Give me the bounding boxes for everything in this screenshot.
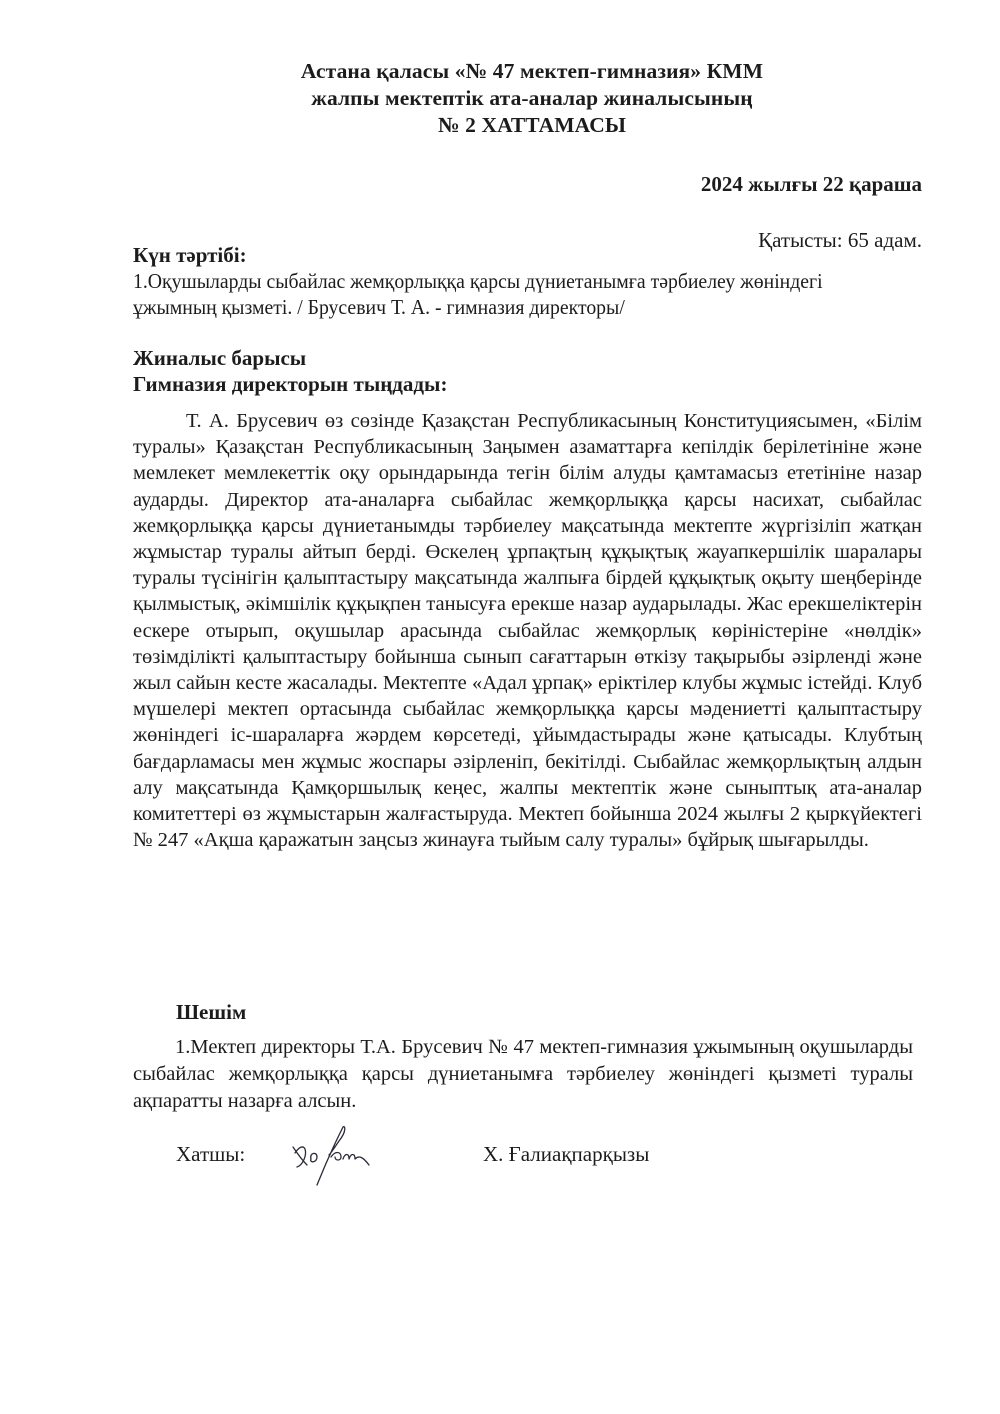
decision-paragraph: 1.Мектеп директоры Т.А. Брусевич № 47 мектеп-гимназия ұжымының оқушыларды сыбайлас жемқорлыққа қарсы дүниетанымға тәрбиелеу жөніндегі қызметі туралы ақпаратты назарға алсын. <box>133 1036 913 1112</box>
listened-heading: Гимназия директорын тыңдады: <box>133 372 448 396</box>
decision-heading: Шешім <box>176 1000 247 1024</box>
proceedings-heading: Жиналыс барысы <box>133 346 307 370</box>
attendance-count: Қатысты: 65 адам. <box>758 228 922 252</box>
proceedings-headings <box>133 345 447 397</box>
proceedings-paragraph: Т. А. Брусевич өз сөзінде Қазақстан Республикасының Конституциясымен, «Білім туралы» Қазақстан Республикасының Заңымен азаматтарға кепілдік берілетініне және мемлекет мемлекеттік оқу орындарында тегін білім алуды қамтамасыз ететініне назар аударды. Директор ата-аналарға сыбайлас жемқорлыққа қарсы насихат, сыбайлас жемқорлыққа қарсы дүниетанымды тәрбиелеу мақсатында мектепте жүргізіліп жатқан жұмыстар туралы айтып берді. Өскелең ұрпақтың құқықтық жауапкершілік шаралары туралы түсінігін қалыптастыру мақсатында жалпыға бірдей құқықтық оқыту шеңберінде қылмыстық, әкімшілік құқықпен танысуға ерекше назар аударылады. Жас ерекшеліктерін ескере отырып, оқушылар арасында сыбайлас жемқорлық көріністеріне «нөлдік» төзімділікті қалыптастыру бойынша сынып сағаттарын өткізу тақырыбы әзірленді және жыл сайын кесте жасалады. Мектепте «Адал ұрпақ» еріктілер клубы жұмыс істейді. Клуб мүшелері мектеп ортасында сыбайлас жемқорлыққа қарсы мәдениетті қалыптастыру жөніндегі іс-шараларға жәрдем көрсетеді, ұйымдастырады және қатысады. Клубтың бағдарламасы мен жұмыс жоспары әзірленіп, бекітілді. Сыбайлас жемқорлықтың алдын алу мақсатында Қамқоршылық кеңес, жалпы мектептік және сыныптық ата-аналар комитеттері өз жұмыстарын жалғастыруда. Мектеп бойынша 2024 жылғы 2 қыркүйектегі № 247 «Ақша қаражатын заңсыз жинауға тыйым салу туралы» бұйрық шығарылды. <box>133 410 922 852</box>
document-title <box>0 58 1000 139</box>
agenda-item: 1.Оқушыларды сыбайлас жемқорлыққа қарсы дүниетанымға тәрбиелеу жөніндегі ұжымның қызметі. / Брусевич Т. А. - гимназия директоры/ <box>133 269 823 319</box>
secretary-label: Хатшы: <box>176 1142 246 1166</box>
title-line-protocol-number: № 2 ХАТТАМАСЫ <box>437 113 627 137</box>
title-line-meeting: жалпы мектептік ата-аналар жиналысының <box>311 86 753 110</box>
meeting-date: 2024 жылғы 22 қараша <box>700 172 922 196</box>
secretary-name: Х. Ғалиақпарқызы <box>483 1142 650 1166</box>
handwritten-signature <box>283 1125 383 1193</box>
agenda-heading: Күн тәртібі: <box>133 243 247 267</box>
proceedings-body <box>133 408 922 853</box>
decision-body <box>133 1034 913 1115</box>
title-line-organization: Астана қаласы «№ 47 мектеп-гимназия» КММ <box>300 59 764 83</box>
